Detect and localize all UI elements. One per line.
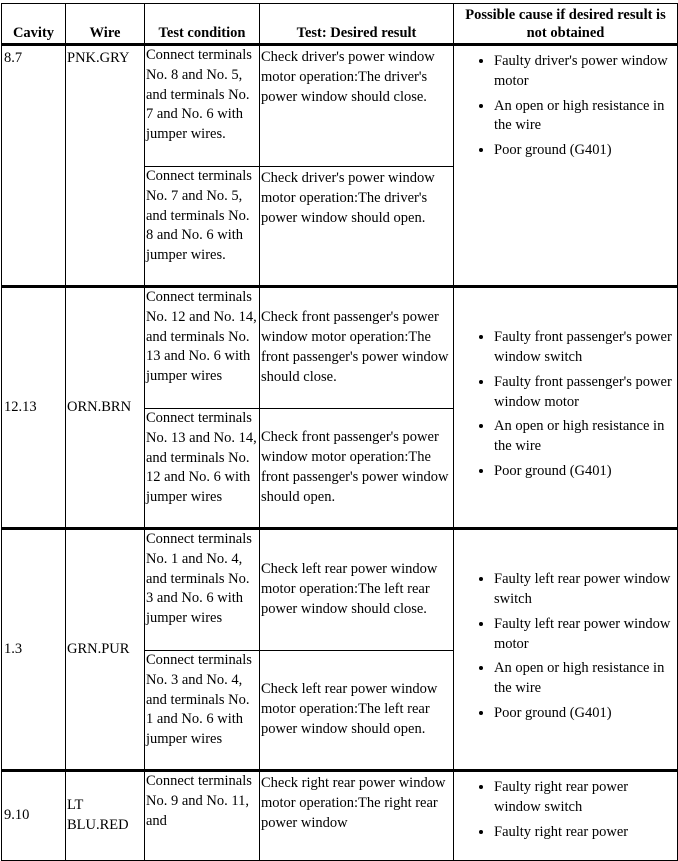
header-possible-cause: Possible cause if desired result is not obtained (454, 4, 678, 45)
cause-list (454, 328, 677, 482)
wire-cell: ORN.BRN (66, 287, 145, 529)
cause-item: • Faulty right rear power (494, 823, 677, 843)
cause-item: • Faulty front passenger's power window motor (494, 373, 677, 413)
cause-list (454, 52, 677, 161)
table-group (2, 771, 678, 861)
cause-item: • An open or high resistance in the wire (494, 659, 677, 699)
result-cell: Check front passenger's power window motor operation:The front passenger's power window should open. (260, 409, 454, 529)
table-group (2, 287, 678, 529)
cause-item: • Faulty left rear power window motor (494, 615, 677, 655)
wire-cell: PNK.GRY (66, 45, 145, 287)
condition-cell: Connect terminals No. 9 and No. 11, and (145, 771, 260, 861)
diagnostic-table (1, 3, 678, 861)
condition-cell: Connect terminals No. 7 and No. 5, and terminals No. 8 and No. 6 with jumper wires. (145, 167, 260, 287)
cavity-cell: 8.7 (2, 45, 66, 287)
cause-cell (454, 287, 678, 529)
cause-cell (454, 529, 678, 771)
cause-item: • Faulty front passenger's power window switch (494, 328, 677, 368)
cause-item: • Poor ground (G401) (494, 141, 677, 161)
cavity-cell: 9.10 (2, 771, 66, 861)
header-cavity: Cavity (2, 4, 66, 45)
result-cell: Check right rear power window motor operation:The right rear power window (260, 771, 454, 861)
condition-cell: Connect terminals No. 3 and No. 4, and terminals No. 1 and No. 6 with jumper wires (145, 651, 260, 771)
condition-cell: Connect terminals No. 13 and No. 14, and terminals No. 12 and No. 6 with jumper wires (145, 409, 260, 529)
cause-list (454, 778, 677, 842)
cause-list (454, 570, 677, 724)
result-cell: Check driver's power window motor operation:The driver's power window should open. (260, 167, 454, 287)
condition-cell: Connect terminals No. 1 and No. 4, and terminals No. 3 and No. 6 with jumper wires (145, 529, 260, 651)
cavity-cell: 12.13 (2, 287, 66, 529)
cause-item: • Faulty driver's power window motor (494, 52, 677, 92)
result-cell: Check left rear power window motor operation:The left rear power window should open. (260, 651, 454, 771)
result-cell: Check front passenger's power window motor operation:The front passenger's power window should close. (260, 287, 454, 409)
cavity-cell: 1.3 (2, 529, 66, 771)
condition-cell: Connect terminals No. 8 and No. 5, and terminals No. 7 and No. 6 with jumper wires. (145, 45, 260, 167)
cause-cell (454, 771, 678, 861)
cause-item: • An open or high resistance in the wire (494, 97, 677, 137)
condition-cell: Connect terminals No. 12 and No. 14, and terminals No. 13 and No. 6 with jumper wires (145, 287, 260, 409)
cause-item: • An open or high resistance in the wire (494, 417, 677, 457)
wire-cell: GRN.PUR (66, 529, 145, 771)
table-group (2, 529, 678, 771)
header-test-condition: Test condition (145, 4, 260, 45)
header-wire: Wire (66, 4, 145, 45)
result-cell: Check driver's power window motor operation:The driver's power window should close. (260, 45, 454, 167)
cause-item: • Faulty right rear power window switch (494, 778, 677, 818)
result-cell: Check left rear power window motor operation:The left rear power window should close. (260, 529, 454, 651)
wire-cell: LT BLU.RED (66, 771, 145, 861)
cause-item: • Poor ground (G401) (494, 462, 677, 482)
cause-cell (454, 45, 678, 287)
cause-item: • Poor ground (G401) (494, 704, 677, 724)
cause-item: • Faulty left rear power window switch (494, 570, 677, 610)
header-desired-result: Test: Desired result (260, 4, 454, 45)
table-group (2, 45, 678, 287)
